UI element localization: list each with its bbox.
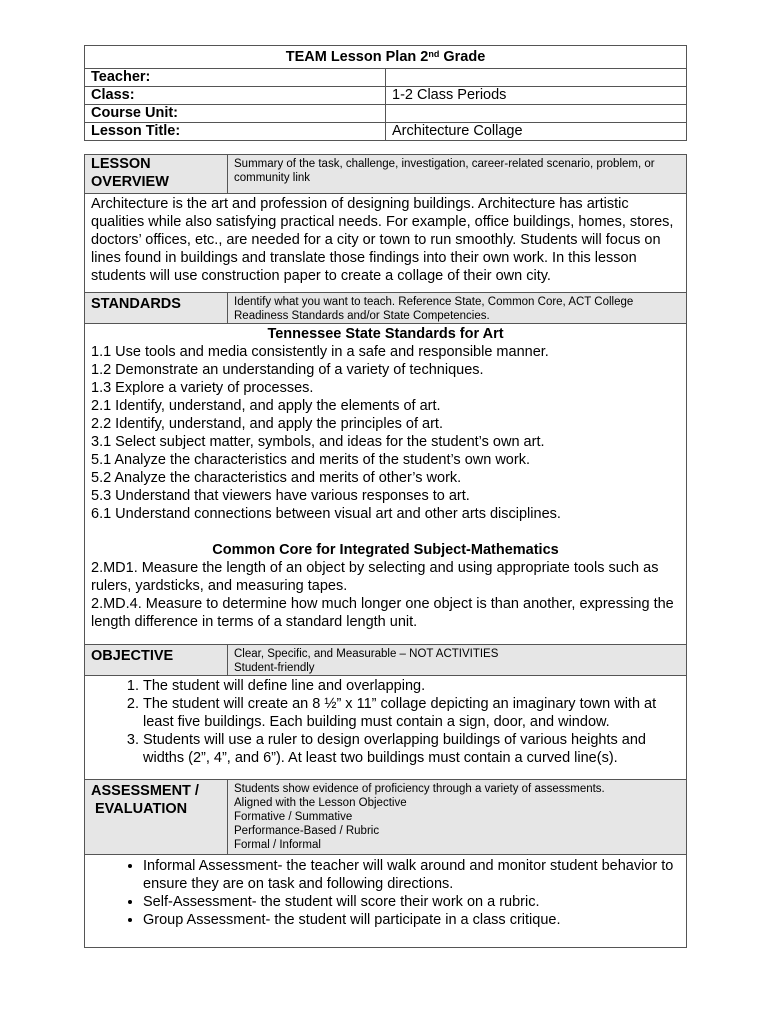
teacher-label: Teacher: xyxy=(85,69,386,87)
assessment-body xyxy=(85,855,687,948)
lesson-title-label: Lesson Title: xyxy=(85,123,386,141)
standards-header-row xyxy=(85,293,687,324)
teacher-row xyxy=(85,69,687,87)
class-value: 1-2 Class Periods xyxy=(386,87,687,105)
course-unit-value xyxy=(386,105,687,123)
cc-standard-item: 2.MD.4. Measure to determine how much longer one object is than another, expressing the length difference in terms of a standard length unit. xyxy=(91,596,674,630)
cc-standards-title: Common Core for Integrated Subject-Mathematics xyxy=(212,542,559,558)
tn-standard-item: 1.1 Use tools and media consistently in a safe and responsible manner. xyxy=(91,344,549,360)
assessment-hint xyxy=(228,780,687,855)
cc-standard-item: 2.MD1. Measure the length of an object by selecting and using appropriate tools such as rulers, yardsticks, and measuring tapes. xyxy=(91,560,659,594)
tn-standard-item: 1.2 Demonstrate an understanding of a variety of techniques. xyxy=(91,362,484,378)
overview-heading: LESSON OVERVIEW xyxy=(85,155,228,194)
objective-hint-line: Student-friendly xyxy=(234,662,315,674)
assessment-item: • Informal Assessment- the teacher will walk around and monitor student behavior to ensure they are on task and following directions. xyxy=(143,857,680,893)
assessment-hint-line: Performance-Based / Rubric xyxy=(234,825,380,837)
objective-heading: OBJECTIVE xyxy=(85,645,228,676)
course-unit-label: Course Unit: xyxy=(85,105,386,123)
objective-header-row xyxy=(85,645,687,676)
tn-standard-item: 5.3 Understand that viewers have various responses to art. xyxy=(91,488,470,504)
tn-standard-item: 1.3 Explore a variety of processes. xyxy=(91,380,314,396)
overview-header-row xyxy=(85,155,687,194)
assessment-header-row xyxy=(85,780,687,855)
tn-standard-item: 2.1 Identify, understand, and apply the elements of art. xyxy=(91,398,441,414)
objective-item: 3. Students will use a ruler to design overlapping buildings of various heights and widths (2”, 4”, and 6”). At least two buildings must contain a curved line(s). xyxy=(143,731,680,767)
document-title: TEAM Lesson Plan 2nd Grade xyxy=(85,46,687,69)
assessment-hint-line: Aligned with the Lesson Objective xyxy=(234,797,407,809)
tn-standards-title: Tennessee State Standards for Art xyxy=(267,326,504,342)
standards-heading: STANDARDS xyxy=(85,293,228,324)
assessment-hint-line: Formative / Summative xyxy=(234,811,353,823)
assessment-heading xyxy=(85,780,228,855)
overview-text: Architecture is the art and profession of designing buildings. Architecture has artistic qualities while also satisfying practical needs. For example, office buildings, homes, stores, doctors’ offices, etc., are needed for a city or town to run smoothly. Students will focus on lines found in buildings and translate those findings into their own work. In this lesson students will use construction paper to create a collage of their own city. xyxy=(85,194,687,293)
objective-body xyxy=(85,676,687,780)
teacher-value xyxy=(386,69,687,87)
objective-hint-line: Clear, Specific, and Measurable – NOT ACTIVITIES xyxy=(234,648,499,660)
lesson-title-value: Architecture Collage xyxy=(386,123,687,141)
objective-item: 2. The student will create an 8 ½” x 11” collage depicting an imaginary town with at least five buildings. Each building must contain a sign, door, and window. xyxy=(143,695,680,731)
class-row xyxy=(85,87,687,105)
overview-hint: Summary of the task, challenge, investigation, career-related scenario, problem, or community link xyxy=(228,155,687,194)
tn-standard-item: 5.1 Analyze the characteristics and merits of the student’s own work. xyxy=(91,452,530,468)
objective-hint xyxy=(228,645,687,676)
assessment-heading-line: EVALUATION xyxy=(95,801,188,817)
lesson-title-row xyxy=(85,123,687,141)
assessment-item: • Group Assessment- the student will participate in a class critique. xyxy=(143,911,680,929)
course-unit-row xyxy=(85,105,687,123)
standards-body xyxy=(85,324,687,645)
lesson-header-table xyxy=(84,45,687,141)
assessment-heading-line: ASSESSMENT / xyxy=(91,783,199,799)
class-label: Class: xyxy=(85,87,386,105)
assessment-hint-line: Students show evidence of proficiency through a variety of assessments. xyxy=(234,783,605,795)
objective-item: 1. The student will define line and overlapping. xyxy=(143,677,680,695)
objective-list xyxy=(91,677,680,767)
tn-standard-item: 5.2 Analyze the characteristics and merits of other’s work. xyxy=(91,470,462,486)
tn-standard-item: 3.1 Select subject matter, symbols, and ideas for the student’s own art. xyxy=(91,434,545,450)
tn-standard-item: 2.2 Identify, understand, and apply the principles of art. xyxy=(91,416,443,432)
assessment-item: • Self-Assessment- the student will score their work on a rubric. xyxy=(143,893,680,911)
standards-hint: Identify what you want to teach. Reference State, Common Core, ACT College Readiness Standards and/or State Competencies. xyxy=(228,293,687,324)
assessment-hint-line: Formal / Informal xyxy=(234,839,321,851)
tn-standard-item: 6.1 Understand connections between visual art and other arts disciplines. xyxy=(91,506,561,522)
assessment-list xyxy=(91,857,680,929)
lesson-body-table xyxy=(84,154,687,948)
